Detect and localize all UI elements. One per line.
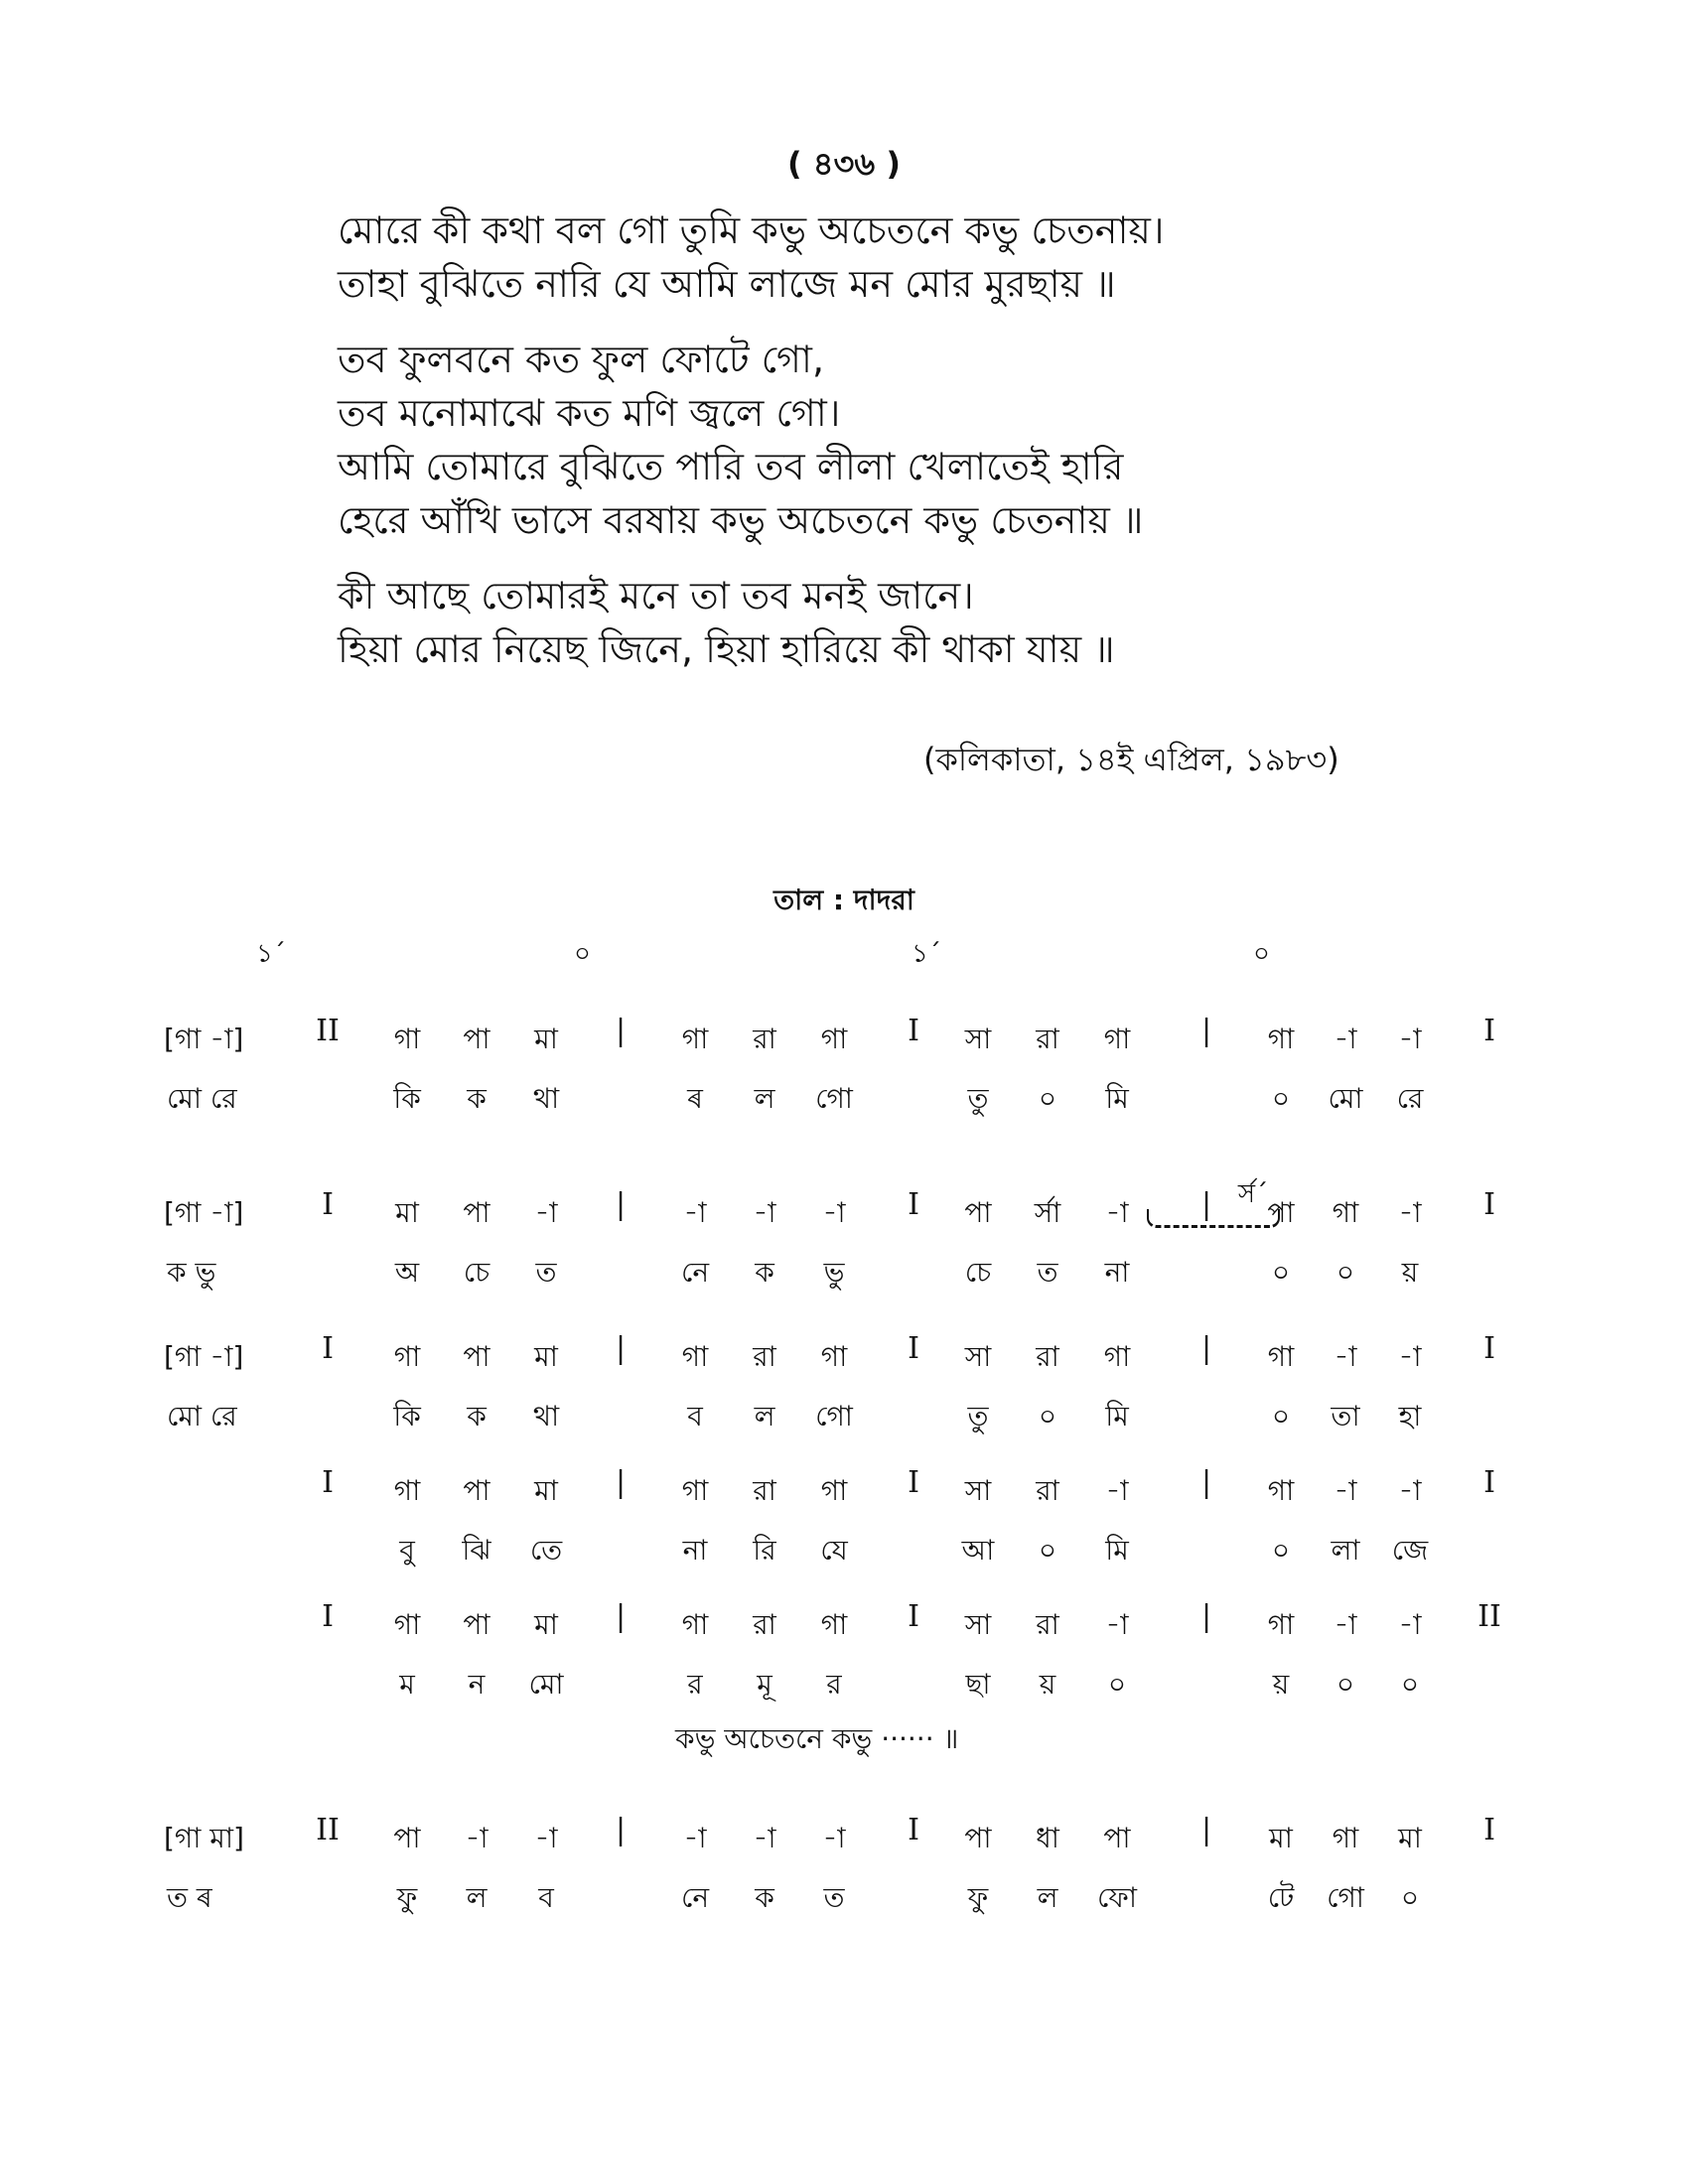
lyric-syllable: নে xyxy=(680,1256,710,1289)
lyric-syllable: ক xyxy=(755,1256,774,1289)
lyric-syllable: রে xyxy=(1396,1082,1424,1115)
lyric-syllable: ভু xyxy=(823,1256,845,1289)
start-barline: I xyxy=(322,1599,334,1634)
swara-note: গা xyxy=(1267,1474,1295,1507)
swara-note: -া xyxy=(1105,1474,1129,1507)
page-number: ( ৪৩৬ ) xyxy=(787,145,901,183)
stanza-2 xyxy=(338,333,1430,547)
lyric-syllable: হা xyxy=(1398,1400,1422,1433)
lyric-syllable: মো xyxy=(528,1668,564,1701)
lyric-line: কী আছে তোমারই মনে তা তব মনই জানে। xyxy=(338,574,974,617)
lyric-syllable: ছা xyxy=(965,1668,991,1701)
lyric-syllable: ক xyxy=(755,1881,774,1914)
lyric-line: আমি তোমারে বুঝিতে পারি তব লীলা খেলাতেই হারি xyxy=(338,445,1124,488)
swara-note: রা xyxy=(753,1474,776,1507)
beat-mark: ০ xyxy=(1253,939,1270,969)
swara-note: পা xyxy=(463,1023,491,1055)
swara-note: মা xyxy=(534,1474,558,1507)
swara-note: -া xyxy=(1334,1474,1357,1507)
lyric-syllable: ন xyxy=(468,1668,486,1701)
lyric-syllable: ০ xyxy=(1038,1082,1057,1115)
stanza-1 xyxy=(338,204,1430,311)
prefix-syllables: ক ভু xyxy=(167,1256,216,1289)
lyric-syllable: ০ xyxy=(1271,1534,1291,1567)
lyric-syllable: চে xyxy=(964,1256,992,1289)
lyric-syllable: তে xyxy=(529,1534,563,1567)
lyric-syllable: ল xyxy=(754,1082,775,1115)
lyric-syllable: মি xyxy=(1105,1082,1129,1115)
beat-divider: I xyxy=(908,1813,919,1847)
lyric-syllable: ০ xyxy=(1271,1256,1291,1289)
swara-note: -া xyxy=(822,1196,846,1229)
lyric-syllable: ফু xyxy=(967,1881,989,1914)
swara-note: মা xyxy=(1398,1822,1422,1854)
swara-note: মা xyxy=(1269,1822,1293,1854)
lyric-syllable: ফু xyxy=(396,1881,418,1914)
beat-divider: I xyxy=(908,1014,919,1048)
swara-note: -া xyxy=(1398,1474,1422,1507)
prefix-notes: [গা -া] xyxy=(164,1196,244,1229)
lyric-syllable: ব xyxy=(538,1881,554,1914)
swara-note: -া xyxy=(1398,1608,1422,1641)
beat-divider: | xyxy=(1200,1465,1212,1500)
start-barline: I xyxy=(322,1187,334,1222)
beat-mark: ১´ xyxy=(256,939,286,969)
lyric-syllable: ০ xyxy=(1336,1256,1355,1289)
swara-note: -া xyxy=(753,1822,776,1854)
swara-note: গা xyxy=(1103,1340,1131,1373)
lyric-syllable: ত xyxy=(535,1256,557,1289)
beat-divider: | xyxy=(1200,1813,1212,1847)
swara-note: পা xyxy=(964,1196,992,1229)
swara-note: গা xyxy=(820,1023,848,1055)
swara-note: মা xyxy=(534,1340,558,1373)
swara-note: গা xyxy=(681,1474,709,1507)
lyric-syllable: ০ xyxy=(1400,1668,1420,1701)
start-barline: II xyxy=(316,1014,340,1048)
stanza-3 xyxy=(338,569,1430,676)
swara-note: গা xyxy=(1332,1196,1359,1229)
lyric-syllable: ৰ xyxy=(687,1082,703,1115)
swara-note: -া xyxy=(534,1196,558,1229)
swara-note: সা xyxy=(964,1608,992,1641)
swara-note: সা xyxy=(964,1340,992,1373)
beat-divider: | xyxy=(1200,1599,1212,1634)
swara-note: সা xyxy=(964,1474,992,1507)
lyric-syllable: ম xyxy=(399,1668,415,1701)
swara-note: গা xyxy=(393,1340,421,1373)
swara-note: র্সা xyxy=(1034,1196,1061,1229)
end-barline: II xyxy=(1477,1599,1501,1634)
beat-divider: | xyxy=(1200,1187,1212,1222)
ornament-note: র্স´ xyxy=(1237,1179,1269,1209)
end-barline: I xyxy=(1483,1331,1495,1366)
prefix-syllables: মো রে xyxy=(167,1082,237,1115)
swara-note: পা xyxy=(463,1608,491,1641)
beat-divider: | xyxy=(615,1813,627,1847)
swara-note: পা xyxy=(393,1822,421,1854)
beat-divider: | xyxy=(615,1331,627,1366)
swara-note: রা xyxy=(1036,1023,1059,1055)
lyric-syllable: য় xyxy=(1401,1256,1419,1289)
lyric-syllable: থা xyxy=(532,1400,560,1433)
lyric-line: মোরে কী কথা বল গো তুমি কভু অচেতনে কভু চেতনায়। xyxy=(338,208,1165,252)
swara-note: পা xyxy=(1267,1196,1295,1229)
lyric-syllable: লা xyxy=(1331,1534,1360,1567)
swara-note: গা xyxy=(1267,1023,1295,1055)
swara-note: -া xyxy=(683,1196,707,1229)
lyric-syllable: টে xyxy=(1267,1881,1295,1914)
lyric-syllable: গো xyxy=(1327,1881,1364,1914)
lyric-line: হেরে আঁখি ভাসে বরষায় কভু অচেতনে কভু চেতনায় ॥ xyxy=(338,498,1144,542)
swara-note: পা xyxy=(463,1196,491,1229)
lyric-syllable: গো xyxy=(815,1400,853,1433)
lyric-syllable: ০ xyxy=(1400,1881,1420,1914)
lyric-syllable: ব xyxy=(687,1400,703,1433)
lyric-syllable: মূ xyxy=(757,1668,773,1701)
lyric-syllable: মি xyxy=(1105,1534,1129,1567)
swara-note: -া xyxy=(753,1196,776,1229)
lyric-line: তব মনোমাঝে কত মণি জ্বলে গো। xyxy=(338,391,841,435)
prefix-syllables: মো রে xyxy=(167,1400,237,1433)
start-barline: II xyxy=(316,1813,340,1847)
swara-note: -া xyxy=(1398,1196,1422,1229)
swara-note: গা xyxy=(1332,1822,1359,1854)
end-barline: I xyxy=(1483,1813,1495,1847)
swara-note: গা xyxy=(1267,1608,1295,1641)
swara-note: গা xyxy=(393,1474,421,1507)
swara-note: -া xyxy=(534,1822,558,1854)
lyric-syllable: র xyxy=(826,1668,842,1701)
lyric-syllable: না xyxy=(682,1534,708,1567)
lyric-syllable: ল xyxy=(466,1881,488,1914)
lyric-syllable: ঝি xyxy=(462,1534,492,1567)
swara-note: রা xyxy=(753,1608,776,1641)
swara-note: গা xyxy=(820,1608,848,1641)
dateline: (কলিকাতা, ১৪ই এপ্রিল, ১৯৮৩) xyxy=(923,741,1339,778)
end-barline: I xyxy=(1483,1465,1495,1500)
lyric-line: তাহা বুঝিতে নারি যে আমি লাজে মন মোর মুরছায় ॥ xyxy=(338,262,1116,306)
beat-divider: I xyxy=(908,1331,919,1366)
lyric-syllable: কি xyxy=(393,1082,421,1115)
lyric-syllable: বু xyxy=(399,1534,415,1567)
prefix-notes: [গা -া] xyxy=(164,1023,244,1055)
lyric-syllable: না xyxy=(1104,1256,1130,1289)
lyric-syllable: য় xyxy=(1039,1668,1056,1701)
beat-divider: I xyxy=(908,1465,919,1500)
swara-note: মা xyxy=(395,1196,419,1229)
lyric-line: তব ফুলবনে কত ফুল ফোটে গো, xyxy=(338,338,825,381)
swara-note: পা xyxy=(964,1822,992,1854)
lyric-syllable: ০ xyxy=(1271,1082,1291,1115)
lyric-syllable: রি xyxy=(753,1534,776,1567)
lyric-syllable: ত xyxy=(1037,1256,1058,1289)
beat-divider: I xyxy=(908,1599,919,1634)
lyric-line: হিয়া মোর নিয়েছ জিনে, হিয়া হারিয়ে কী থাকা যায় ॥ xyxy=(338,627,1115,671)
prefix-notes: [গা -া] xyxy=(164,1340,244,1373)
swara-note: গা xyxy=(1267,1340,1295,1373)
swara-note: ধা xyxy=(1036,1822,1059,1854)
swara-note: মা xyxy=(534,1608,558,1641)
swara-note: -া xyxy=(1398,1023,1422,1055)
swara-note: গা xyxy=(1103,1023,1131,1055)
lyric-syllable: ০ xyxy=(1107,1668,1127,1701)
lyric-syllable: ল xyxy=(1037,1881,1058,1914)
swara-note: রা xyxy=(1036,1340,1059,1373)
swara-note: -া xyxy=(683,1822,707,1854)
lyric-syllable: ০ xyxy=(1271,1400,1291,1433)
swara-note: গা xyxy=(681,1023,709,1055)
beat-divider: | xyxy=(615,1599,627,1634)
swara-note: -া xyxy=(1105,1608,1129,1641)
lyric-syllable: র xyxy=(687,1668,703,1701)
lyric-syllable: থা xyxy=(532,1082,560,1115)
lyric-syllable: অ xyxy=(394,1256,420,1289)
lyric-syllable: গো xyxy=(815,1082,853,1115)
prefix-notes: [গা মা] xyxy=(164,1822,244,1854)
swara-note: গা xyxy=(820,1474,848,1507)
swara-note: -া xyxy=(1105,1196,1129,1229)
lyric-syllable: ল xyxy=(754,1400,775,1433)
lyric-syllable: য় xyxy=(1272,1668,1290,1701)
lyric-syllable: কি xyxy=(393,1400,421,1433)
swara-note: -া xyxy=(465,1822,489,1854)
swara-note: -া xyxy=(1334,1608,1357,1641)
lyric-syllable: মি xyxy=(1105,1400,1129,1433)
slur-bracket xyxy=(1147,1209,1280,1228)
tala-heading: তাল : দাদরা xyxy=(774,884,914,916)
lyric-syllable: ক xyxy=(467,1400,487,1433)
lyric-syllable: ০ xyxy=(1038,1400,1057,1433)
swara-note: রা xyxy=(753,1023,776,1055)
lyric-syllable: তু xyxy=(967,1082,989,1115)
swara-note: গা xyxy=(393,1023,421,1055)
beat-divider: | xyxy=(615,1014,627,1048)
lyric-syllable: জে xyxy=(1391,1534,1429,1567)
lyrics xyxy=(338,204,1430,698)
beat-divider: I xyxy=(908,1187,919,1222)
lyric-syllable: ত xyxy=(823,1881,845,1914)
swara-note: -া xyxy=(1334,1340,1357,1373)
swara-note: পা xyxy=(1103,1822,1131,1854)
lyric-syllable: আ xyxy=(961,1534,995,1567)
swara-note: -া xyxy=(1398,1340,1422,1373)
beat-divider: | xyxy=(1200,1014,1212,1048)
swara-note: গা xyxy=(681,1340,709,1373)
swara-note: গা xyxy=(681,1608,709,1641)
swara-note: -া xyxy=(1334,1023,1357,1055)
lyric-syllable: নে xyxy=(680,1881,710,1914)
swara-note: রা xyxy=(1036,1474,1059,1507)
swara-note: গা xyxy=(820,1340,848,1373)
start-barline: I xyxy=(322,1465,334,1500)
swara-note: মা xyxy=(534,1023,558,1055)
beat-divider: | xyxy=(615,1465,627,1500)
refrain-line: কভু অচেতনে কভু ······ ॥ xyxy=(675,1722,959,1755)
swara-note: রা xyxy=(1036,1608,1059,1641)
swara-note: -া xyxy=(822,1822,846,1854)
beat-divider: | xyxy=(615,1187,627,1222)
lyric-syllable: তু xyxy=(967,1400,989,1433)
lyric-syllable: ০ xyxy=(1336,1668,1355,1701)
swara-note: পা xyxy=(463,1340,491,1373)
beat-mark: ০ xyxy=(574,939,591,969)
lyric-syllable: যে xyxy=(820,1534,848,1567)
lyric-syllable: ফো xyxy=(1097,1881,1137,1914)
swara-note: গা xyxy=(393,1608,421,1641)
beat-divider: | xyxy=(1200,1331,1212,1366)
swara-note: পা xyxy=(463,1474,491,1507)
swara-note: রা xyxy=(753,1340,776,1373)
lyric-syllable: ০ xyxy=(1038,1534,1057,1567)
end-barline: I xyxy=(1483,1187,1495,1222)
lyric-syllable: চে xyxy=(463,1256,491,1289)
swara-note: সা xyxy=(964,1023,992,1055)
beat-mark: ১´ xyxy=(912,939,941,969)
lyric-syllable: মো xyxy=(1328,1082,1363,1115)
end-barline: I xyxy=(1483,1014,1495,1048)
lyric-syllable: ক xyxy=(467,1082,487,1115)
lyric-syllable: তা xyxy=(1331,1400,1360,1433)
prefix-syllables: ত ৰ xyxy=(167,1881,212,1914)
start-barline: I xyxy=(322,1331,334,1366)
